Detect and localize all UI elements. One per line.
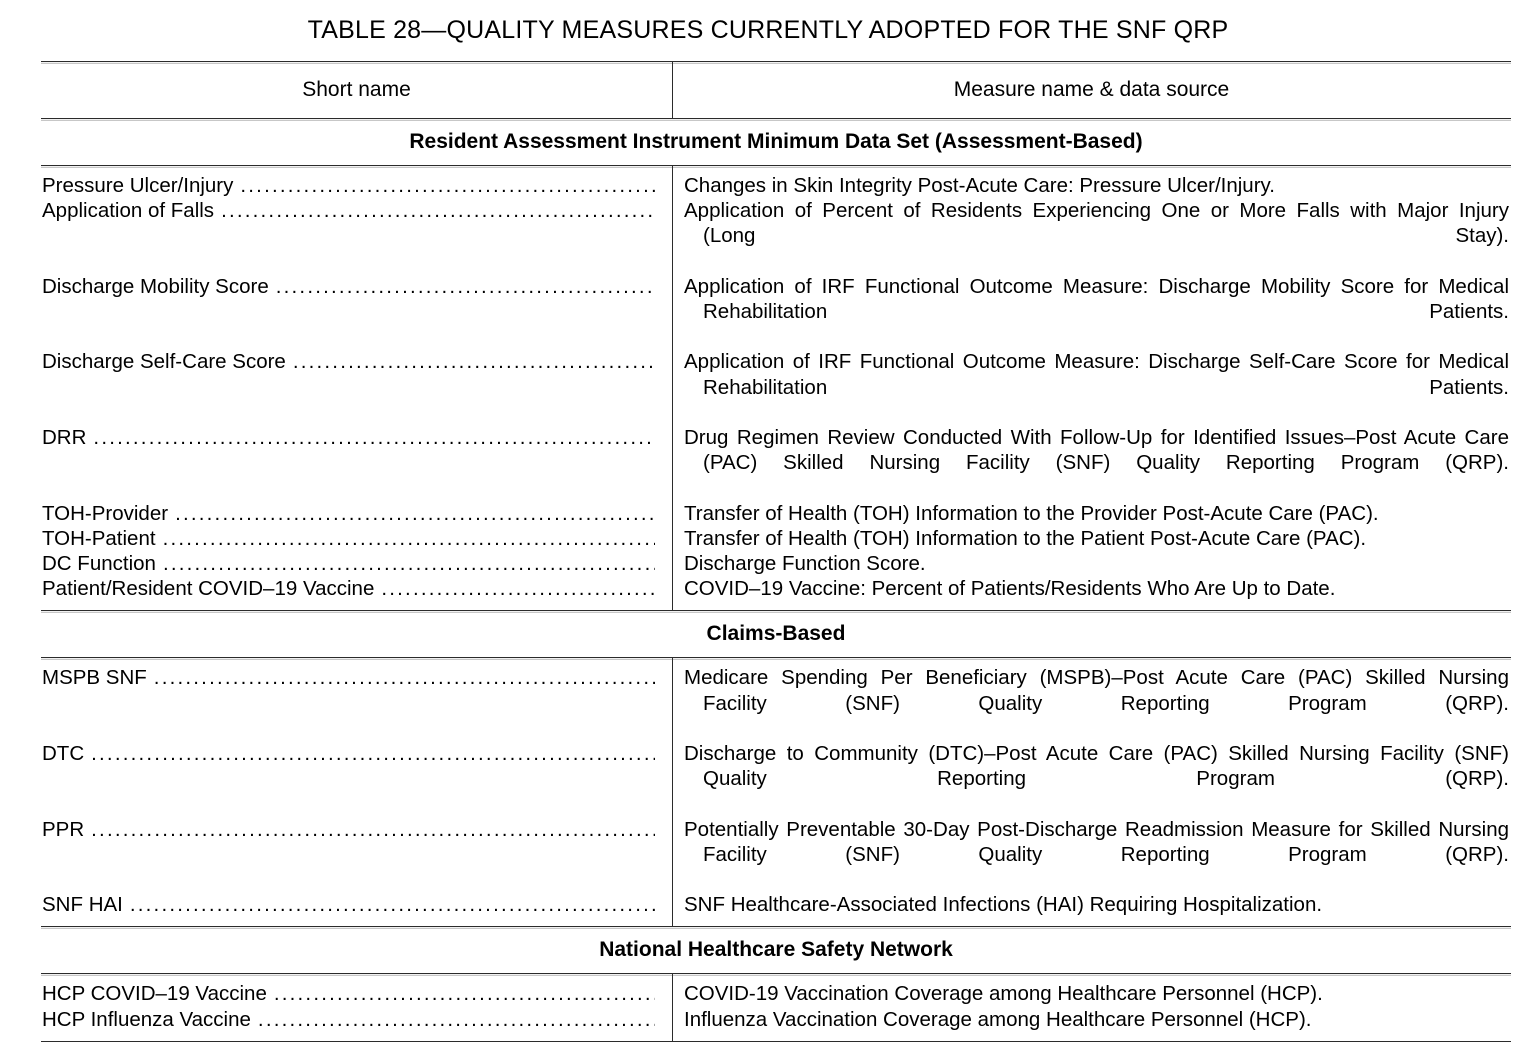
measure-text: Influenza Vaccination Coverage among Healthcare Personnel (HCP). bbox=[684, 1007, 1312, 1031]
row-measure-cell bbox=[672, 892, 1511, 917]
dot-leader bbox=[130, 892, 655, 913]
short-name-label: Pressure Ulcer/Injury bbox=[42, 174, 234, 197]
measure-text: Discharge to Community (DTC)–Post Acute Care (PAC) Skilled Nursing Facility (SNF) Quality Reporting Program (QRP). bbox=[684, 742, 1509, 791]
page-title: TABLE 28—QUALITY MEASURES CURRENTLY ADOPTED FOR THE SNF QRP bbox=[307, 16, 1229, 44]
table-row bbox=[41, 198, 1511, 274]
short-name-label: DC Function bbox=[42, 552, 156, 576]
dot-leader bbox=[258, 1007, 655, 1028]
row-short-name-cell bbox=[41, 665, 672, 690]
measure-text: Application of IRF Functional Outcome Measure: Discharge Self-Care Score for Medical Rehabilitation Patients. bbox=[684, 350, 1509, 399]
section-body-nhsn bbox=[41, 974, 1511, 1040]
dot-leader bbox=[93, 425, 655, 446]
row-short-name-cell bbox=[41, 817, 672, 842]
dot-leader bbox=[221, 198, 655, 219]
row-short-name-cell bbox=[41, 173, 672, 198]
short-name-label: HCP COVID–19 Vaccine bbox=[42, 982, 267, 1006]
row-short-name-cell bbox=[41, 198, 672, 223]
dot-leader bbox=[293, 349, 655, 370]
section-body-claims-based bbox=[41, 658, 1511, 926]
section-heading-nhsn: National Healthcare Safety Network bbox=[599, 938, 953, 962]
dot-leader bbox=[175, 501, 655, 522]
table-row bbox=[41, 576, 1511, 601]
measure-text: SNF Healthcare-Associated Infections (HAI) Requiring Hospitalization. bbox=[684, 893, 1323, 917]
dot-leader bbox=[91, 817, 655, 838]
row-measure-cell bbox=[672, 526, 1511, 551]
row-measure-cell bbox=[672, 817, 1511, 893]
measure-text: Transfer of Health (TOH) Information to the Patient Post-Acute Care (PAC). bbox=[684, 526, 1367, 550]
row-short-name-cell bbox=[41, 1007, 672, 1032]
measure-text: Discharge Function Score. bbox=[684, 552, 926, 576]
row-short-name-cell bbox=[41, 892, 672, 917]
row-short-name-cell bbox=[41, 349, 672, 374]
short-name-label: SNF HAI bbox=[42, 893, 123, 917]
row-measure-cell bbox=[672, 665, 1511, 741]
table-row bbox=[41, 1007, 1511, 1032]
row-measure-cell bbox=[672, 576, 1511, 601]
short-name-label: DTC bbox=[42, 742, 85, 766]
table-row bbox=[41, 741, 1511, 817]
short-name-label: Patient/Resident COVID–19 Vaccine bbox=[42, 577, 375, 601]
row-measure-cell bbox=[672, 173, 1511, 198]
row-measure-cell bbox=[672, 198, 1511, 274]
row-short-name-cell bbox=[41, 741, 672, 766]
column-header-measure-name: Measure name & data source bbox=[953, 78, 1230, 101]
row-measure-cell bbox=[672, 1007, 1511, 1032]
table-row bbox=[41, 551, 1511, 576]
measure-text: Medicare Spending Per Beneficiary (MSPB)–Post Acute Care (PAC) Skilled Nursing Facility (SNF) Quality Reporting Program (QRP). bbox=[684, 666, 1509, 715]
row-short-name-cell bbox=[41, 425, 672, 450]
row-short-name-cell bbox=[41, 501, 672, 526]
dot-leader bbox=[163, 526, 655, 547]
section-heading-rai-mds: Resident Assessment Instrument Minimum Data Set (Assessment-Based) bbox=[409, 130, 1143, 153]
measure-text: Changes in Skin Integrity Post-Acute Care: Pressure Ulcer/Injury. bbox=[684, 174, 1275, 197]
column-header-band bbox=[41, 62, 1511, 118]
short-name-label: DRR bbox=[42, 426, 87, 450]
dot-leader bbox=[381, 576, 655, 597]
dot-leader bbox=[274, 981, 655, 1002]
row-measure-cell bbox=[672, 349, 1511, 425]
dot-leader bbox=[91, 741, 655, 762]
row-measure-cell bbox=[672, 551, 1511, 576]
short-name-label: PPR bbox=[42, 817, 85, 841]
dot-leader bbox=[276, 274, 655, 295]
measure-text: Transfer of Health (TOH) Information to the Provider Post-Acute Care (PAC). bbox=[684, 501, 1379, 525]
table-row bbox=[41, 501, 1511, 526]
section-heading-claims-based: Claims-Based bbox=[706, 622, 846, 646]
dot-leader bbox=[240, 173, 655, 194]
measure-text: Potentially Preventable 30-Day Post-Discharge Readmission Measure for Skilled Nursing Facility (SNF) Quality Reporting Program (QRP). bbox=[684, 817, 1509, 866]
row-measure-cell bbox=[672, 741, 1511, 817]
measure-text: Application of Percent of Residents Experiencing One or More Falls with Major Injury (Long Stay). bbox=[684, 199, 1509, 248]
row-short-name-cell bbox=[41, 981, 672, 1006]
short-name-label: TOH-Provider bbox=[42, 501, 169, 525]
quality-measures-table bbox=[41, 61, 1511, 1042]
measure-text: Drug Regimen Review Conducted With Follow-Up for Identified Issues–Post Acute Care (PAC) Skilled Nursing Facility (SNF) Quality Reporting Program (QRP). bbox=[684, 426, 1509, 475]
table-row bbox=[41, 817, 1511, 893]
dot-leader bbox=[163, 551, 655, 572]
short-name-label: HCP Influenza Vaccine bbox=[42, 1007, 251, 1031]
table-row bbox=[41, 425, 1511, 501]
short-name-label: Application of Falls bbox=[42, 199, 215, 223]
short-name-label: Discharge Self-Care Score bbox=[42, 350, 286, 374]
row-short-name-cell bbox=[41, 274, 672, 299]
column-header-short-name: Short name bbox=[302, 78, 411, 101]
row-short-name-cell bbox=[41, 551, 672, 576]
row-measure-cell bbox=[672, 501, 1511, 526]
row-measure-cell bbox=[672, 274, 1511, 350]
table-row bbox=[41, 526, 1511, 551]
row-measure-cell bbox=[672, 981, 1511, 1006]
table-row bbox=[41, 892, 1511, 917]
table-row bbox=[41, 349, 1511, 425]
row-measure-cell bbox=[672, 425, 1511, 501]
row-short-name-cell bbox=[41, 576, 672, 601]
short-name-label: TOH-Patient bbox=[42, 526, 156, 550]
measure-text: COVID–19 Vaccine: Percent of Patients/Residents Who Are Up to Date. bbox=[684, 577, 1336, 601]
dot-leader bbox=[154, 665, 655, 686]
table-row bbox=[41, 173, 1511, 198]
section-body-rai-mds bbox=[41, 166, 1511, 610]
short-name-label: Discharge Mobility Score bbox=[42, 274, 269, 298]
table-row bbox=[41, 274, 1511, 350]
table-row bbox=[41, 665, 1511, 741]
short-name-label: MSPB SNF bbox=[42, 666, 147, 690]
row-short-name-cell bbox=[41, 526, 672, 551]
measure-text: Application of IRF Functional Outcome Measure: Discharge Mobility Score for Medical Rehabilitation Patients. bbox=[684, 274, 1509, 324]
measure-text: COVID-19 Vaccination Coverage among Healthcare Personnel (HCP). bbox=[684, 982, 1323, 1006]
table-row bbox=[41, 981, 1511, 1006]
